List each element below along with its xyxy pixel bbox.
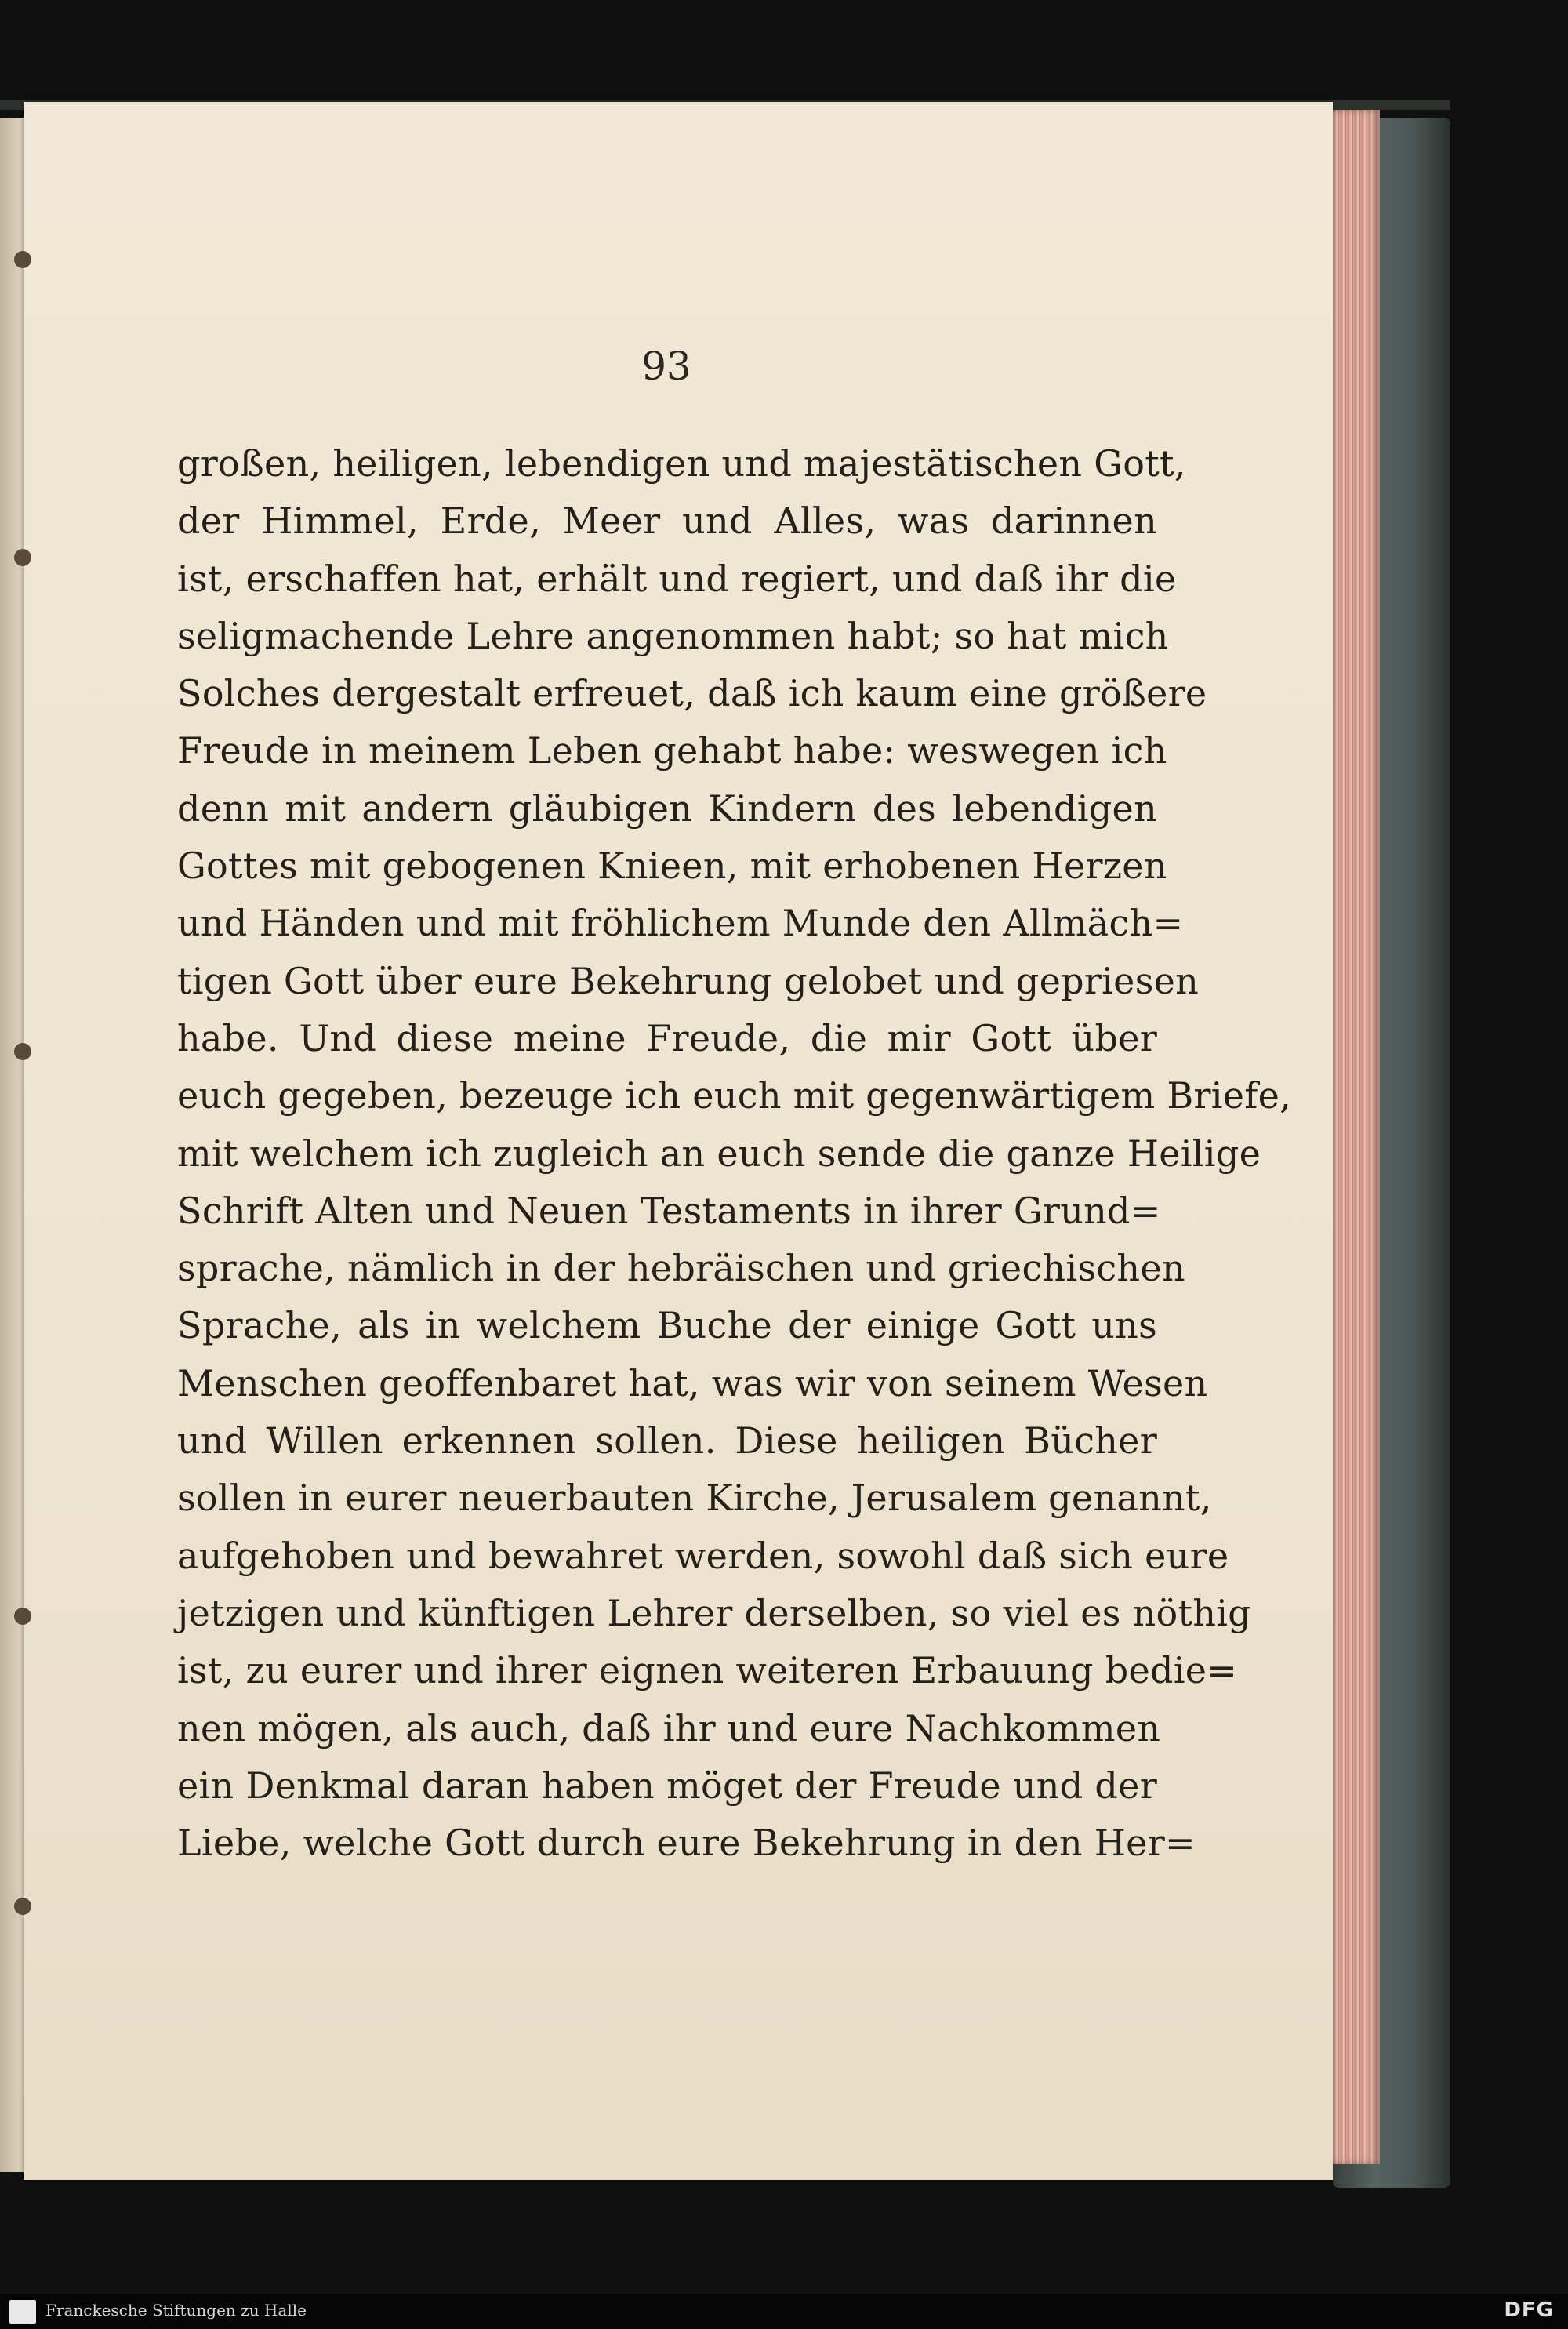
text-line: habe. Und diese meine Freude, die mir Gott über [177, 1016, 1157, 1059]
page-edges [1325, 110, 1380, 2164]
text-line: und Willen erkennen sollen. Diese heiligen Bücher [177, 1419, 1157, 1462]
text-line: ist, erschaffen hat, erhält und regiert, und daß ihr die [177, 557, 1177, 600]
text-line: aufgehoben und bewahret werden, sowohl daß sich eure [177, 1534, 1229, 1577]
page-number: 93 [641, 343, 691, 389]
text-line: Schrift Alten und Neuen Testaments in ihrer Grund= [177, 1189, 1161, 1232]
text-line: euch gegeben, bezeuge ich euch mit gegenwärtigem Briefe, [177, 1074, 1292, 1117]
text-line: großen, heiligen, lebendigen und majestätischen Gott, [177, 442, 1186, 485]
viewer-footer [0, 2294, 1568, 2329]
text-line: Freude in meinem Leben gehabt habe: weswegen ich [177, 729, 1167, 772]
text-line: nen mögen, als auch, daß ihr und eure Nachkommen [177, 1706, 1161, 1749]
institution-logo-icon [9, 2300, 36, 2324]
text-line: tigen Gott über eure Bekehrung gelobet und gepriesen [177, 959, 1200, 1002]
text-line: denn mit andern gläubigen Kindern des lebendigen [177, 787, 1157, 830]
text-line: ist, zu eurer und ihrer eignen weiteren Erbauung bedie= [177, 1649, 1238, 1692]
text-line: sprache, nämlich in der hebräischen und griechischen [177, 1247, 1185, 1290]
text-line: und Händen und mit fröhlichem Munde den Allmäch= [177, 902, 1184, 945]
text-line: ein Denkmal daran haben möget der Freude und der [177, 1764, 1157, 1807]
text-line: Liebe, welche Gott durch eure Bekehrung in den Her= [177, 1822, 1196, 1865]
dfg-logo: DFG [1504, 2298, 1554, 2322]
text-line: Gottes mit gebogenen Knieen, mit erhobenen Herzen [177, 845, 1167, 888]
text-line: der Himmel, Erde, Meer und Alles, was darinnen [177, 500, 1157, 543]
text-line: mit welchem ich zugleich an euch sende die ganze Heilige [177, 1132, 1261, 1175]
text-line: Solches dergestalt erfreuet, daß ich kaum eine größere [177, 672, 1207, 715]
text-line: seligmachende Lehre angenommen habt; so hat mich [177, 614, 1169, 657]
page-body-text [177, 435, 1292, 1872]
text-line: jetzigen und künftigen Lehrer derselben, so viel es nöthig [177, 1591, 1251, 1634]
text-line: sollen in eurer neuerbauten Kirche, Jerusalem genannt, [177, 1477, 1212, 1520]
source-attribution: Franckesche Stiftungen zu Halle [45, 2301, 307, 2320]
text-line: Sprache, als in welchem Buche der einige Gott uns [177, 1304, 1157, 1347]
text-line: Menschen geoffenbaret hat, was wir von seinem Wesen [177, 1361, 1208, 1404]
